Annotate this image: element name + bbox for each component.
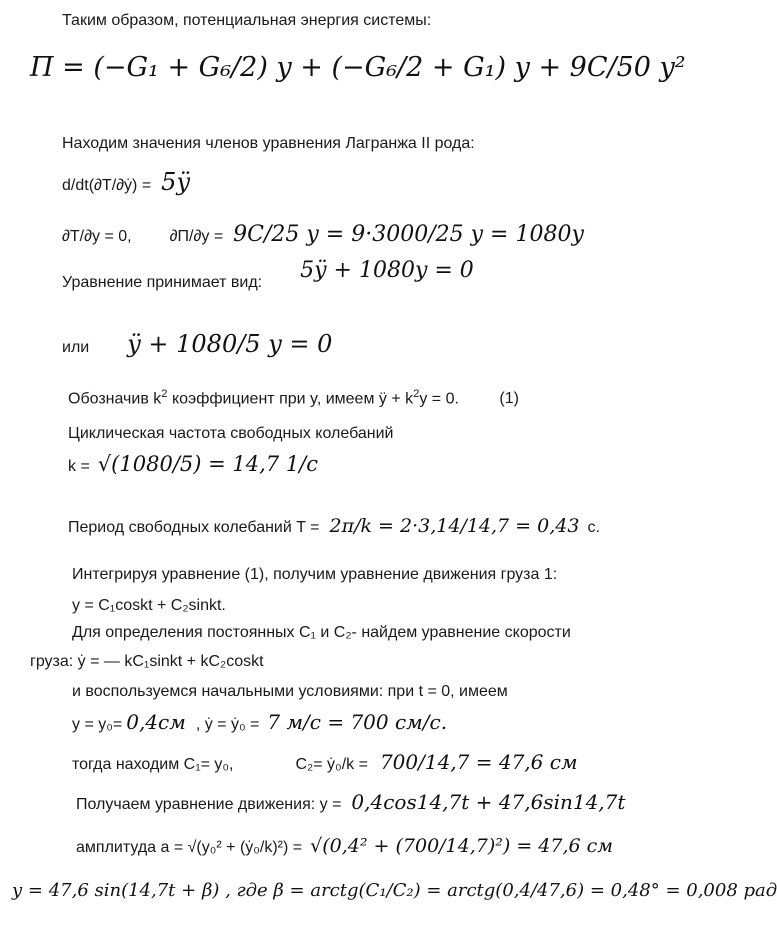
cyclic-frequency-row xyxy=(68,452,318,476)
lagrange-intro: Находим значения членов уравнения Лагранжа II рода: xyxy=(62,135,475,152)
c2-value: 700/14,7 = 47,6 см xyxy=(379,750,578,774)
period-value: 2π/k = 2·3,14/14,7 = 0,43 xyxy=(329,515,580,537)
equation-number: (1) xyxy=(499,390,519,408)
integration-text: Интегрируя уравнение (1), получим уравнение движения груза 1: xyxy=(72,566,558,583)
c2-label: C₂= ẏ₀/k = xyxy=(295,756,368,773)
k-definition-text-1: Обозначив k xyxy=(68,390,162,408)
k-power-1: 2 xyxy=(161,388,168,400)
dP-dy-label: ∂П/∂y = xyxy=(169,228,224,245)
k-power-2: 2 xyxy=(413,388,420,400)
c1-label: тогда находим C₁= y₀, xyxy=(72,756,234,773)
k-definition-text-2: коэффициент при y, имеем ÿ + k xyxy=(167,390,414,408)
v0-value: 7 м/с = 700 см/с. xyxy=(267,710,448,734)
motion-equation-value: 0,4cos14,7t + 47,6sin14,7t xyxy=(351,790,626,814)
constants-text: Для определения постоянных C₁ и C₂- найдем уравнение скорости xyxy=(72,624,571,641)
kinetic-derivative-value: 5ÿ xyxy=(161,168,190,196)
equation-normalized-row xyxy=(62,330,332,358)
equation-form-value: 5ÿ + 1080y = 0 xyxy=(300,258,474,283)
kinetic-derivative-label: d/dt(∂T/∂ẏ) = xyxy=(62,177,152,194)
y0-value: 0,4см xyxy=(126,710,186,734)
initial-conditions-text: и воспользуемся начальными условиями: при t = 0, имеем xyxy=(72,683,508,700)
equation-normalized-value: ÿ + 1080/5 y = 0 xyxy=(127,330,333,358)
period-unit: c. xyxy=(587,519,600,536)
equation-form-label: Уравнение принимает вид: xyxy=(62,274,263,291)
velocity-equation: груза: ẏ = — kC₁sinkt + kC₂coskt xyxy=(30,653,264,670)
amplitude-value: √(0,4² + (700/14,7)²) = 47,6 см xyxy=(310,835,614,857)
v0-label: , ẏ = ẏ₀ = xyxy=(195,716,260,733)
k-value: √(1080/5) = 14,7 1/c xyxy=(97,452,319,476)
equation-form-row xyxy=(62,258,474,293)
amplitude-label: амплитуда a = √(y₀² + (ẏ₀/k)²) = xyxy=(76,839,303,856)
final-solution: y = 47,6 sin(14,7t + β) , где β = arctg(C₁/C₂) = arctg(0,4/47,6) = 0,48° = 0,008 рад xyxy=(12,880,777,901)
or-label: или xyxy=(62,339,90,356)
dP-dy-value: 9C/25 y = 9·3000/25 y = 1080y xyxy=(233,222,584,247)
intro-potential-energy: Таким образом, потенциальная энергия системы: xyxy=(62,12,432,29)
amplitude-row xyxy=(76,835,613,857)
y0-label: y = y₀= xyxy=(72,716,123,733)
cyclic-frequency-heading: Циклическая частота свободных колебаний xyxy=(68,425,394,442)
initial-values-row xyxy=(72,710,447,734)
period-row xyxy=(68,515,600,537)
k-definition-row xyxy=(68,388,519,408)
k-label: k = xyxy=(68,458,90,475)
kinetic-derivative-row xyxy=(62,168,190,196)
constants-row xyxy=(72,750,578,774)
period-label: Период свободных колебаний T = xyxy=(68,519,320,536)
potential-energy-formula: П = (−G₁ + G₆/2) y + (−G₆/2 + G₁) y + 9C/50 y² xyxy=(30,52,686,83)
motion-equation-label: Получаем уравнение движения: y = xyxy=(76,796,342,813)
motion-equation-row xyxy=(76,790,625,814)
dT-dy-label: ∂T/∂y = 0, xyxy=(62,228,132,245)
general-solution: y = C₁coskt + C₂sinkt. xyxy=(72,597,226,614)
potential-derivative-row xyxy=(62,222,584,247)
k-definition-text-3: y = 0. xyxy=(419,390,459,408)
